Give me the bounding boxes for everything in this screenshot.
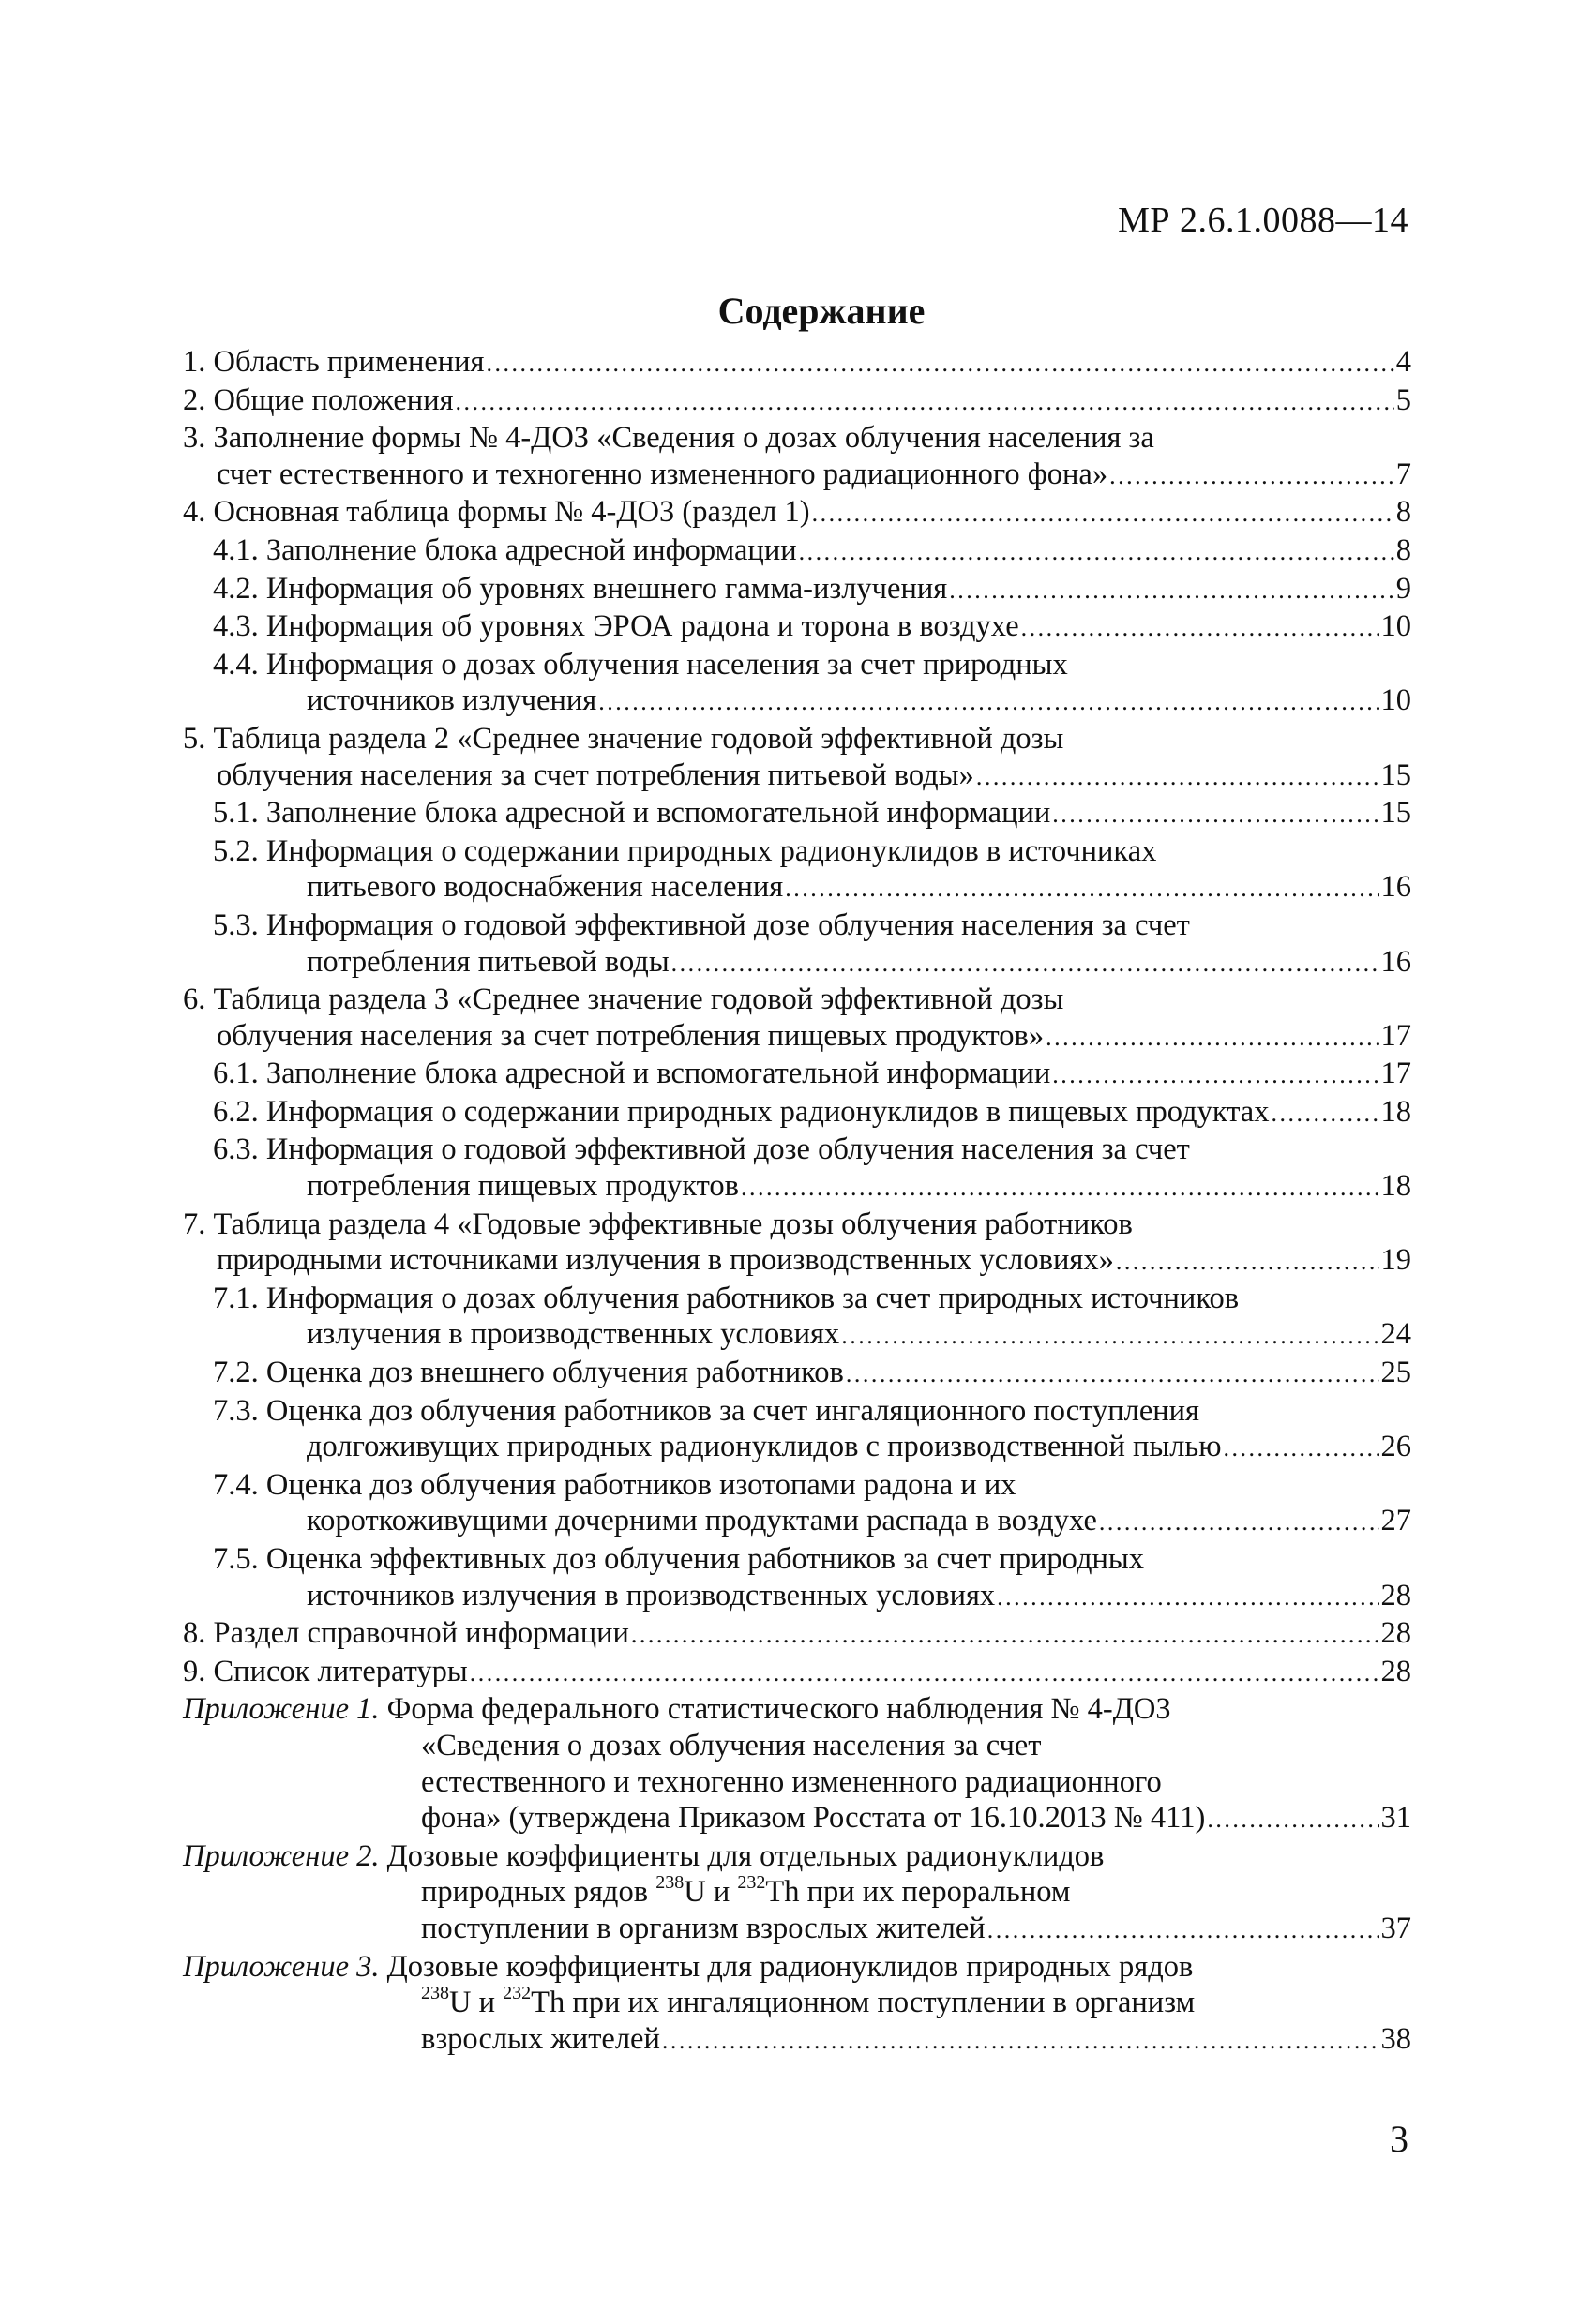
- toc-entry-7-2[interactable]: [183, 1355, 1411, 1393]
- toc-entry-text-cont: потребления пищевых продуктов: [307, 1169, 739, 1204]
- toc-page-number: 31: [1380, 1801, 1411, 1836]
- toc-page-number: 15: [1380, 757, 1411, 792]
- dot-leader: [662, 2021, 1379, 2060]
- toc-entry-7-4[interactable]: [183, 1467, 1411, 1541]
- toc-entry-text: 4.4. Информация о дозах облучения населения за счет природных: [213, 647, 1068, 682]
- appendix-label: Приложение 3.: [183, 1949, 380, 1984]
- toc-entry-5-3[interactable]: [183, 907, 1411, 982]
- toc-entry-4-1[interactable]: [183, 532, 1411, 571]
- toc-entry-9[interactable]: [183, 1654, 1411, 1692]
- toc-entry-text: Дозовые коэффициенты для радионуклидов природных рядов: [386, 1949, 1194, 1984]
- isotope-symbol: U: [684, 1875, 706, 1910]
- dot-leader: [846, 1355, 1379, 1393]
- isotope-mass-number: 238: [655, 1872, 685, 1894]
- toc-entry-text: 7.4. Оценка доз облучения работников изотопами радона и их: [213, 1467, 1016, 1502]
- dot-leader: [987, 1911, 1379, 1949]
- dot-leader: [1046, 1018, 1378, 1057]
- toc-entry-text: 7. Таблица раздела 4 «Годовые эффективные дозы облучения работников: [183, 1207, 1133, 1241]
- toc-page-number: 18: [1380, 1169, 1411, 1204]
- toc-page-number: 17: [1380, 1057, 1411, 1091]
- isotope-mass-number: 238: [421, 1983, 449, 2004]
- dot-leader: [785, 869, 1378, 907]
- toc-entry-4-4[interactable]: [183, 647, 1411, 721]
- toc-entry-text: 3. Заполнение формы № 4-ДОЗ «Сведения о дозах облучения населения за: [183, 421, 1154, 456]
- toc-entry-text-cont: облучения населения за счет потребления питьевой воды»: [217, 757, 974, 792]
- dot-leader: [799, 532, 1394, 571]
- toc-entry-text-cont: взрослых жителей: [421, 2021, 660, 2056]
- appendix-label: Приложение 2.: [183, 1838, 380, 1873]
- toc-page-number: 25: [1380, 1356, 1411, 1390]
- toc-entry-5[interactable]: [183, 721, 1411, 795]
- toc-entry-text-cont: фона» (утверждена Приказом Росстата от 16.10.2013 № 411): [421, 1801, 1206, 1836]
- dot-leader: [1271, 1094, 1378, 1132]
- toc-page-number: 4: [1395, 345, 1411, 379]
- toc-entry-text: 5.3. Информация о годовой эффективной дозе облучения населения за счет: [213, 907, 1190, 942]
- toc-page-number: 18: [1380, 1094, 1411, 1129]
- dot-leader: [997, 1578, 1378, 1616]
- isotope-symbol: Th: [531, 1986, 565, 2020]
- toc-entry-text: 7.2. Оценка доз внешнего облучения работников: [213, 1356, 844, 1390]
- toc-entry-6-2[interactable]: [183, 1094, 1411, 1132]
- toc-page-number: 19: [1380, 1243, 1411, 1278]
- toc-entry-text: 4.2. Информация об уровнях внешнего гамма-излучения: [213, 571, 948, 606]
- dot-leader: [841, 1316, 1378, 1355]
- toc-page-number: 24: [1380, 1317, 1411, 1352]
- dot-leader: [1021, 608, 1379, 647]
- toc-page-number: 10: [1380, 609, 1411, 644]
- toc-entry-text: 7.5. Оценка эффективных доз облучения работников за счет природных: [213, 1542, 1144, 1576]
- toc-entry-8[interactable]: [183, 1615, 1411, 1654]
- page-title: Содержание: [717, 290, 926, 332]
- toc-entry-7-3[interactable]: [183, 1393, 1411, 1467]
- document-code: МР 2.6.1.0088—14: [1118, 201, 1408, 240]
- toc-entry-text: 7.1. Информация о дозах облучения работников за счет природных источников: [213, 1281, 1240, 1315]
- toc-entry-text-cont: источников излучения в производственных условиях: [307, 1578, 996, 1612]
- toc-entry-text-cont: потребления питьевой воды: [307, 944, 670, 979]
- toc-entry-2[interactable]: [183, 382, 1411, 421]
- dot-leader: [598, 682, 1378, 721]
- dot-leader: [1052, 1056, 1378, 1094]
- toc-entry-1[interactable]: [183, 344, 1411, 382]
- toc-entry-text-cont: и: [471, 1986, 504, 2020]
- dot-leader: [631, 1615, 1379, 1654]
- isotope-symbol: U: [449, 1986, 472, 2020]
- toc-entry-text: 6.3. Информация о годовой эффективной дозе облучения населения за счет: [213, 1132, 1190, 1167]
- toc-page-number: 28: [1380, 1654, 1411, 1688]
- dot-leader: [1207, 1800, 1378, 1838]
- toc-page-number: 38: [1380, 2021, 1411, 2056]
- toc-entry-text: 5.1. Заполнение блока адресной и вспомогательной информации: [213, 796, 1051, 831]
- toc-page-number: 16: [1380, 944, 1411, 979]
- dot-leader: [470, 1654, 1379, 1692]
- toc-entry-text-cont: поступлении в организм взрослых жителей: [421, 1911, 986, 1945]
- dot-leader: [1116, 1242, 1379, 1281]
- toc-entry-7-1[interactable]: [183, 1281, 1411, 1355]
- toc-page-number: 10: [1380, 683, 1411, 718]
- toc-page-number: 15: [1380, 796, 1411, 831]
- toc-page-number: 16: [1380, 870, 1411, 905]
- toc-entry-text-cont: природных рядов: [421, 1875, 656, 1910]
- toc-entry-4-3[interactable]: [183, 608, 1411, 647]
- isotope-mass-number: 232: [503, 1983, 532, 2004]
- toc-entry-text: 4.3. Информация об уровнях ЭРОА радона и торона в воздухе: [213, 609, 1019, 644]
- toc-entry-text-cont: и: [705, 1875, 738, 1910]
- toc-page-number: 7: [1395, 457, 1411, 491]
- toc-entry-text: 6. Таблица раздела 3 «Среднее значение годовой эффективной дозы: [183, 982, 1064, 1017]
- toc-entry-7[interactable]: [183, 1207, 1411, 1281]
- toc-entry-5-2[interactable]: [183, 833, 1411, 907]
- toc-entry-3[interactable]: [183, 420, 1411, 494]
- dot-leader: [671, 944, 1379, 982]
- dot-leader: [1109, 457, 1394, 495]
- toc-entry-text-cont: счет естественного и техногенно измененного радиационного фона»: [217, 457, 1108, 491]
- toc-entry-text: 4.1. Заполнение блока адресной информации: [213, 532, 797, 567]
- toc-entry-text: 9. Список литературы: [183, 1654, 468, 1688]
- toc-entry-text-cont: естественного и техногенно измененного радиационного: [421, 1764, 1162, 1799]
- toc-page-number: 28: [1380, 1578, 1411, 1612]
- toc-entry-text: 5.2. Информация о содержании природных радионуклидов в источниках: [213, 833, 1157, 868]
- toc-entry-text-cont: «Сведения о дозах облучения населения за счет: [421, 1728, 1042, 1762]
- toc-entry-text-cont: излучения в производственных условиях: [307, 1317, 840, 1352]
- dot-leader: [1224, 1429, 1379, 1467]
- dot-leader: [812, 494, 1394, 532]
- table-of-contents: [183, 344, 1411, 2059]
- toc-page-number: 26: [1380, 1430, 1411, 1464]
- toc-entry-text: 2. Общие положения: [183, 382, 454, 417]
- page-number: 3: [1390, 2118, 1408, 2160]
- toc-entry-text: 5. Таблица раздела 2 «Среднее значение годовой эффективной дозы: [183, 721, 1064, 756]
- toc-entry-text: 4. Основная таблица формы № 4-ДОЗ (раздел 1): [183, 495, 810, 530]
- dot-leader: [949, 571, 1394, 609]
- toc-entry-6-3[interactable]: [183, 1132, 1411, 1206]
- toc-entry-text: 6.2. Информация о содержании природных радионуклидов в пищевых продуктах: [213, 1094, 1270, 1129]
- toc-page-number: 9: [1395, 571, 1411, 606]
- dot-leader: [1052, 795, 1378, 833]
- toc-entry-text-cont: долгоживущих природных радионуклидов с производственной пылью: [307, 1430, 1222, 1464]
- toc-entry-text: 7.3. Оценка доз облучения работников за счет ингаляционного поступления: [213, 1393, 1199, 1428]
- toc-appendix-3[interactable]: [183, 1949, 1411, 2060]
- toc-appendix-1[interactable]: [183, 1691, 1411, 1837]
- toc-entry-7-5[interactable]: [183, 1541, 1411, 1615]
- toc-page-number: 8: [1395, 495, 1411, 530]
- toc-entry-text-cont: при их ингаляционном поступлении в организм: [565, 1986, 1196, 2020]
- isotope-symbol: Th: [765, 1875, 800, 1910]
- toc-page-number: 37: [1380, 1911, 1411, 1945]
- toc-entry-text-cont: короткоживущими дочерними продуктами распада в воздухе: [307, 1504, 1097, 1538]
- isotope-mass-number: 232: [737, 1872, 766, 1894]
- dot-leader: [1099, 1503, 1379, 1541]
- toc-entry-text-cont: при их пероральном: [799, 1875, 1071, 1910]
- toc-entry-text-cont: питьевого водоснабжения населения: [307, 870, 784, 905]
- toc-entry-text-cont: природными источниками излучения в производственных условиях»: [217, 1243, 1114, 1278]
- toc-page-number: 8: [1395, 532, 1411, 567]
- dot-leader: [976, 757, 1379, 796]
- dot-leader: [741, 1168, 1379, 1207]
- toc-entry-text-cont: источников излучения: [307, 683, 597, 718]
- toc-entry-5-1[interactable]: [183, 795, 1411, 833]
- toc-entry-text-cont: облучения населения за счет потребления пищевых продуктов»: [217, 1018, 1045, 1053]
- dot-leader: [487, 344, 1394, 382]
- toc-appendix-2[interactable]: [183, 1838, 1411, 1949]
- toc-page-number: 5: [1395, 382, 1411, 417]
- toc-page-number: 27: [1380, 1504, 1411, 1538]
- toc-entry-text: 8. Раздел справочной информации: [183, 1616, 629, 1651]
- toc-entry-text: 1. Область применения: [183, 345, 485, 379]
- toc-entry-6[interactable]: [183, 982, 1411, 1056]
- toc-entry-text: Дозовые коэффициенты для отдельных радионуклидов: [386, 1838, 1105, 1873]
- toc-page-number: 17: [1380, 1018, 1411, 1053]
- toc-entry-4[interactable]: [183, 494, 1411, 532]
- appendix-label: Приложение 1.: [183, 1692, 380, 1727]
- toc-entry-text: Форма федерального статистического наблюдения № 4-ДОЗ: [386, 1692, 1171, 1727]
- dot-leader: [456, 382, 1394, 421]
- toc-page-number: 28: [1380, 1616, 1411, 1651]
- toc-entry-6-1[interactable]: [183, 1056, 1411, 1094]
- toc-entry-text: 6.1. Заполнение блока адресной и вспомогательной информации: [213, 1057, 1051, 1091]
- toc-entry-4-2[interactable]: [183, 571, 1411, 609]
